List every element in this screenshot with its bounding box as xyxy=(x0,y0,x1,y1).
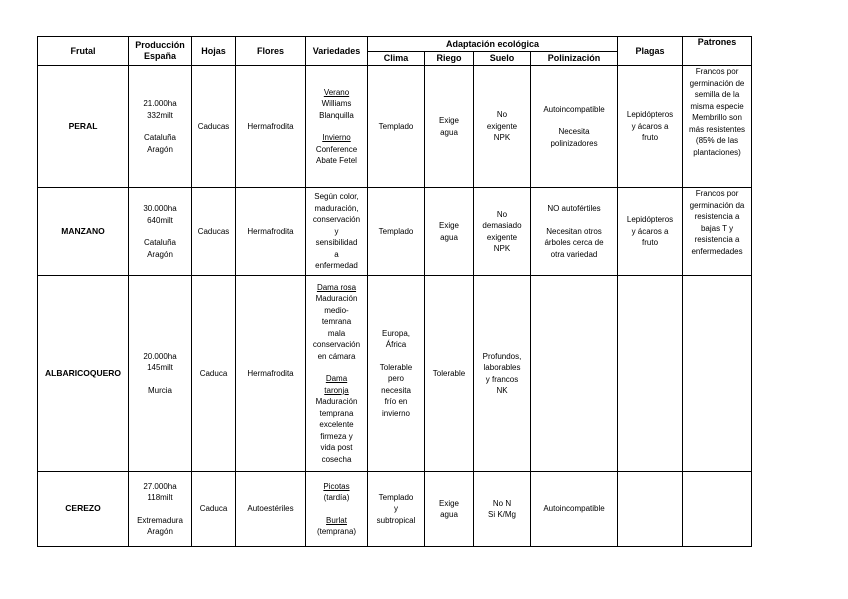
polinizacion-line: Necesitan otros xyxy=(546,226,602,236)
suelo-cell xyxy=(474,276,531,472)
suelo-line: Profundos, xyxy=(482,351,522,361)
variedad-line: (temprana) xyxy=(316,527,357,536)
produccion-line: 332milt xyxy=(147,110,173,120)
suelo-line: No N xyxy=(492,498,512,508)
plagas-cell xyxy=(618,472,683,547)
riego-cell xyxy=(425,66,474,188)
polinizacion-cell xyxy=(531,66,618,188)
riego-cell xyxy=(425,276,474,472)
produccion-line: 27.000ha xyxy=(143,481,177,491)
clima-line: subtropical xyxy=(376,515,416,525)
hojas-cell: Caducas xyxy=(192,188,236,276)
variedad-line: en cámara xyxy=(317,351,356,361)
riego-line: Exige xyxy=(438,221,459,230)
clima-line: pero xyxy=(387,374,404,384)
header-patrones: Patrones xyxy=(683,37,752,66)
polinizacion-cell xyxy=(531,472,618,547)
header-adaptacion: Adaptación ecológica xyxy=(368,37,618,52)
variedades-cell xyxy=(306,188,368,276)
fruit-name: CEREZO xyxy=(38,472,129,547)
plagas-cell xyxy=(618,276,683,472)
suelo-line: demasiado xyxy=(482,221,522,230)
suelo-line: laborables xyxy=(483,363,521,372)
fruit-name: ALBARICOQUERO xyxy=(38,276,129,472)
produccion-line: 145milt xyxy=(147,363,173,373)
hojas-cell: Caduca xyxy=(192,276,236,472)
variedad-line: Según color, xyxy=(314,192,359,202)
fruit-name: MANZANO xyxy=(38,188,129,276)
table-row xyxy=(38,66,752,188)
polinizacion-cell xyxy=(531,276,618,472)
variedad-line: excelente xyxy=(319,420,354,430)
table-row xyxy=(38,276,752,472)
riego-line: agua xyxy=(440,127,458,137)
variedades-cell xyxy=(306,276,368,472)
clima-line: invierno xyxy=(381,408,410,418)
variedad-line: firmeza y xyxy=(320,431,353,441)
plagas-line: Lepidópteros xyxy=(626,110,674,120)
produccion-line: Aragón xyxy=(147,249,173,259)
variedad-heading: Picotas xyxy=(323,481,350,491)
variedad-heading: taronja xyxy=(324,385,349,395)
clima-line: África xyxy=(385,340,407,350)
line-gap xyxy=(532,115,616,126)
suelo-cell xyxy=(474,188,531,276)
polinizacion-line: otra variedad xyxy=(550,249,598,259)
header-produccion-line1: Producción xyxy=(135,40,185,50)
variedad-line: medio- xyxy=(324,305,349,315)
patrones-cell xyxy=(683,66,752,188)
suelo-line: No xyxy=(496,209,508,219)
variedad-line: enfermedad xyxy=(315,261,358,271)
polinizacion-line: árboles cerca de xyxy=(544,238,604,247)
riego-cell xyxy=(425,188,474,276)
header-polinizacion: Polinización xyxy=(531,52,618,66)
header-produccion xyxy=(129,37,192,66)
variedad-line: vida post xyxy=(320,443,353,453)
variedad-line: conservación xyxy=(312,340,361,350)
line-gap xyxy=(130,121,190,132)
produccion-line: Aragón xyxy=(147,527,173,536)
polinizacion-line: Autoincompatible xyxy=(543,104,605,114)
plagas-line: y ácaros a xyxy=(631,226,669,236)
line-gap xyxy=(307,504,366,515)
variedad-heading: Dama rosa xyxy=(316,282,357,292)
header-flores: Flores xyxy=(236,37,306,66)
line-gap xyxy=(369,351,423,362)
clima-cell xyxy=(368,66,425,188)
clima-cell xyxy=(368,472,425,547)
produccion-line: 118milt xyxy=(147,493,173,502)
clima-line: Templado xyxy=(378,226,414,236)
table-row xyxy=(38,472,752,547)
riego-line: Exige xyxy=(438,116,459,125)
clima-line: Templado xyxy=(378,492,414,502)
fruit-table xyxy=(37,36,752,547)
patrones-cell xyxy=(683,188,752,276)
plagas-line: fruto xyxy=(642,133,659,143)
riego-line: Exige xyxy=(438,498,459,508)
variedad-line: conservación xyxy=(312,215,361,225)
table-row xyxy=(38,188,752,276)
header-variedades: Variedades xyxy=(306,37,368,66)
variedad-line: Maduración xyxy=(315,397,358,407)
riego-line: agua xyxy=(440,232,458,242)
produccion-line: Extremadura xyxy=(137,515,183,525)
variedad-line: Blanquilla xyxy=(319,110,354,120)
produccion-line: Murcia xyxy=(147,385,172,395)
riego-cell xyxy=(425,472,474,547)
hojas-cell: Caduca xyxy=(192,472,236,547)
variedad-heading: Invierno xyxy=(322,133,351,142)
header-suelo: Suelo xyxy=(474,52,531,66)
variedad-heading: Dama xyxy=(325,374,348,384)
variedad-heading: Burlat xyxy=(326,515,347,525)
suelo-line: Si K/Mg xyxy=(487,510,516,519)
polinizacion-line: NO autofértiles xyxy=(547,204,601,213)
variedad-line: y xyxy=(334,226,339,236)
clima-cell xyxy=(368,276,425,472)
line-gap xyxy=(307,121,366,132)
flores-cell: Hermafrodita xyxy=(236,276,306,472)
clima-line: Europa, xyxy=(381,328,411,338)
produccion-line: Cataluña xyxy=(143,133,177,142)
produccion-line: 30.000ha xyxy=(143,204,177,213)
header-hojas: Hojas xyxy=(192,37,236,66)
variedad-line: (tardía) xyxy=(323,493,350,502)
variedad-line: a xyxy=(334,249,339,259)
variedad-line: cosecha xyxy=(321,454,352,464)
line-gap xyxy=(307,362,366,373)
produccion-cell xyxy=(129,276,192,472)
plagas-cell xyxy=(618,66,683,188)
hojas-cell: Caducas xyxy=(192,66,236,188)
suelo-cell xyxy=(474,472,531,547)
header-produccion-line2: España xyxy=(143,51,176,61)
plagas-line: Lepidópteros xyxy=(626,215,674,225)
variedad-line: temrana xyxy=(321,317,352,327)
variedad-line: Abate Fetel xyxy=(316,156,357,165)
riego-line: agua xyxy=(440,510,458,519)
header-riego: Riego xyxy=(425,52,474,66)
polinizacion-cell xyxy=(531,188,618,276)
suelo-line: exigente xyxy=(486,232,518,242)
suelo-line: NPK xyxy=(493,133,511,143)
suelo-line: y francos xyxy=(485,374,519,384)
flores-cell: Hermafrodita xyxy=(236,188,306,276)
produccion-line: 640milt xyxy=(147,215,173,225)
suelo-line: NK xyxy=(496,386,508,395)
suelo-line: No xyxy=(496,110,508,120)
riego-line: Tolerable xyxy=(432,368,466,378)
produccion-cell xyxy=(129,472,192,547)
clima-cell xyxy=(368,188,425,276)
suelo-cell xyxy=(474,66,531,188)
flores-cell: Autoestériles xyxy=(236,472,306,547)
produccion-line: 20.000ha xyxy=(143,351,177,361)
clima-line: Templado xyxy=(378,121,414,131)
variedad-line: Conference xyxy=(315,144,358,154)
produccion-line: Aragón xyxy=(147,144,173,154)
produccion-line: Cataluña xyxy=(143,238,177,247)
patrones-cell xyxy=(683,472,752,547)
produccion-line: 21.000ha xyxy=(143,99,177,108)
variedad-line: Maduración xyxy=(315,294,358,304)
clima-line: necesita xyxy=(381,385,411,395)
header-plagas: Plagas xyxy=(618,37,683,66)
patrones-cell xyxy=(683,276,752,472)
line-gap xyxy=(130,374,190,385)
plagas-line: fruto xyxy=(642,238,659,248)
variedad-line: mala xyxy=(327,328,346,338)
variedades-cell xyxy=(306,472,368,547)
variedad-line: Williams xyxy=(321,99,352,108)
variedades-cell xyxy=(306,66,368,188)
line-gap xyxy=(532,215,616,226)
plagas-cell xyxy=(618,188,683,276)
header-frutal: Frutal xyxy=(38,37,129,66)
polinizacion-line: Necesita xyxy=(558,127,590,137)
clima-line: y xyxy=(394,504,398,514)
fruit-name: PERAL xyxy=(38,66,129,188)
variedad-line: temprana xyxy=(319,408,354,418)
line-gap xyxy=(130,504,190,515)
clima-line: Tolerable xyxy=(379,362,413,372)
patrones-text: Francos por germinación de semilla de la misma especie Membrillo son más resistentes (85% de las plantaciones) xyxy=(689,67,746,157)
plagas-line: y ácaros a xyxy=(631,121,669,131)
variedad-heading: Verano xyxy=(323,87,350,97)
polinizacion-line: Autoincompatible xyxy=(543,504,605,514)
produccion-cell xyxy=(129,66,192,188)
line-gap xyxy=(130,226,190,237)
patrones-text: Francos por germinación da resistencia a bajas T y resistencia a enfermedades xyxy=(689,189,745,256)
suelo-line: exigente xyxy=(486,121,518,131)
variedad-line: maduración, xyxy=(314,203,359,213)
suelo-line: NPK xyxy=(493,244,511,253)
clima-line: frío en xyxy=(384,397,408,407)
produccion-cell xyxy=(129,188,192,276)
flores-cell: Hermafrodita xyxy=(236,66,306,188)
variedad-line: sensibilidad xyxy=(315,238,358,248)
header-clima: Clima xyxy=(368,52,425,66)
polinizacion-line: polinizadores xyxy=(550,138,598,148)
